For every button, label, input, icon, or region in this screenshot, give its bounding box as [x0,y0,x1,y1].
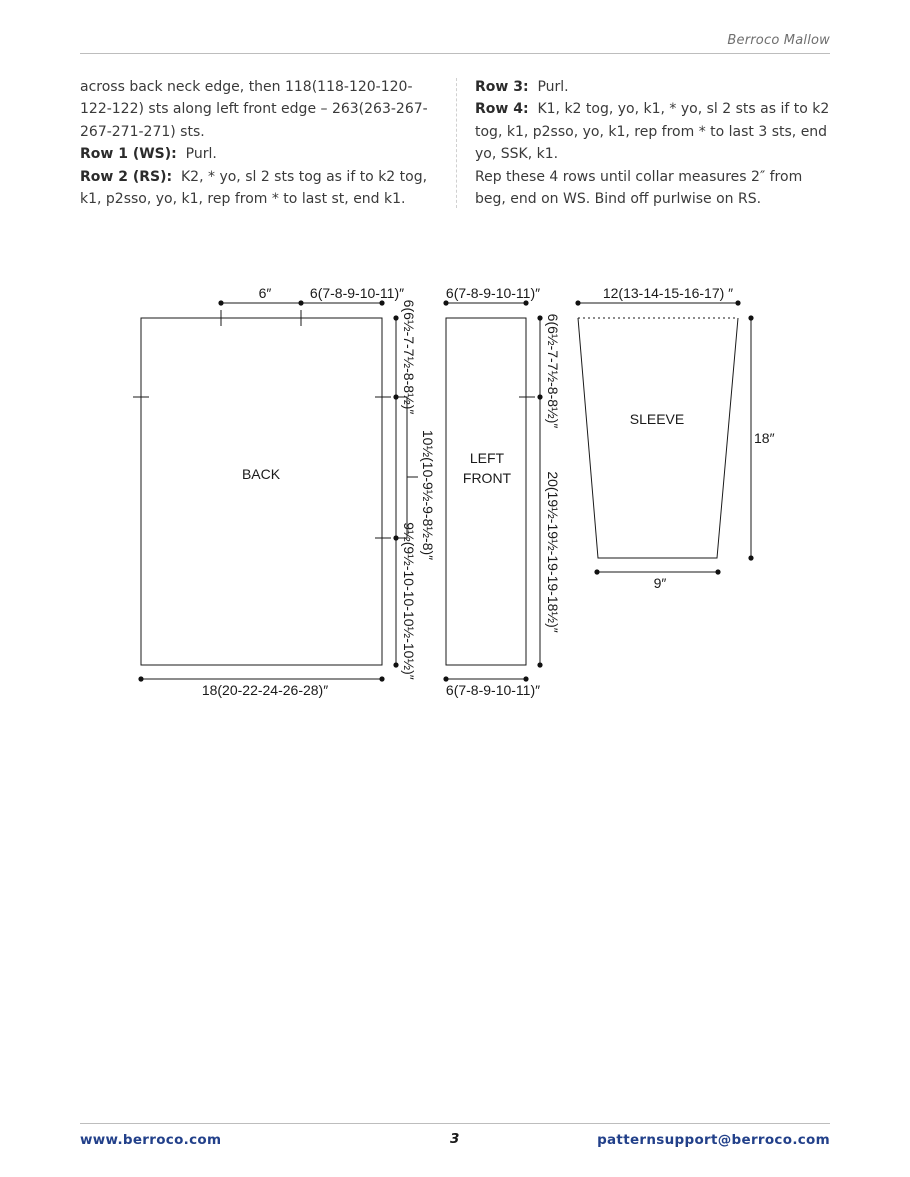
dimension-endpoint [523,676,528,681]
page-number: 3 [450,1131,460,1147]
front-side-upper-measure: 6(6½-7-7½-8-8½)″ [545,313,561,429]
row-2-label: Row 2 (RS): [80,168,173,185]
sleeve-top-measure: 12(13-14-15-16-17) ″ [602,285,734,301]
back-side-lower-measure: 9½(9½-10-10-10½-10½)″ [401,522,417,680]
dimension-endpoint [138,676,143,681]
dimension-endpoint [715,569,720,574]
front-side-lower-measure: 20(19½-19½-19-19-18½)″ [545,471,561,633]
row-4-text: K1, k2 tog, yo, k1, * yo, sl 2 sts as if to k2 tog, k1, p2sso, yo, k1, rep from * to last 3 sts, end yo, SSK, k1. [475,101,830,163]
back-side-upper-measure: 6(6½-7-7½-8-8½)″ [401,299,417,415]
dimension-endpoint [393,315,398,320]
dimension-endpoint [537,394,542,399]
row-3-label: Row 3: [475,79,529,95]
dimension-endpoint [735,300,740,305]
back-total-bracket [396,397,407,538]
back-top-left-measure: 6″ [258,285,272,301]
dimension-endpoint [298,300,303,305]
back-bottom-measure: 18(20-22-24-26-28)″ [201,682,329,698]
dimension-endpoint [443,300,448,305]
dimension-endpoint [379,676,384,681]
dimension-endpoint [575,300,580,305]
dimension-endpoint [393,535,398,540]
sleeve-label: SLEEVE [629,411,685,427]
back-label: BACK [241,466,281,482]
intro-paragraph: across back neck edge, then 118(118-120-120-122-122) sts along left front edge – 263(263-267-267-271-271) sts. [80,79,428,140]
dimension-endpoint [443,676,448,681]
dimension-endpoint [537,315,542,320]
sleeve-outline [578,318,738,558]
front-label-line-2: FRONT [462,470,512,486]
row-3-text: Purl. [537,79,569,95]
dimension-endpoint [594,569,599,574]
dimension-endpoint [393,662,398,667]
front-label-line-1: LEFT [469,450,505,466]
support-email-link[interactable]: patternsupport@berroco.com [597,1132,830,1148]
dimension-endpoint [379,300,384,305]
back-top-right-measure: 6(7-8-9-10-11)″ [309,285,405,301]
row-2-text: K2, * yo, sl 2 sts tog as if to k2 tog, k1, p2sso, yo, k1, rep from * to last st, end k1. [80,168,428,208]
brand-header: Berroco Mallow [727,33,830,48]
back-side-total-measure: 10½(10-9½-9-8½-8)″ [420,429,436,561]
website-link[interactable]: www.berroco.com [80,1132,222,1148]
sleeve-length-measure: 18″ [754,430,775,446]
closing-paragraph: Rep these 4 rows until collar measures 2″ from beg, end on WS. Bind off purlwise on RS. [475,168,803,208]
sleeve-cuff-measure: 9″ [653,575,667,591]
row-4-label: Row 4: [475,101,529,118]
dimension-endpoint [523,300,528,305]
dimension-endpoint [537,662,542,667]
row-1-label: Row 1 (WS): [80,146,177,163]
row-1-text: Purl. [185,146,217,163]
dimension-endpoint [748,315,753,320]
back-panel [141,318,382,665]
dimension-endpoint [748,555,753,560]
dimension-endpoint [393,394,398,399]
footer-rule [80,1123,830,1124]
dimension-endpoint [218,300,223,305]
front-bottom-measure: 6(7-8-9-10-11)″ [445,682,541,698]
front-top-measure: 6(7-8-9-10-11)″ [445,285,541,301]
left-front-panel [446,318,526,665]
